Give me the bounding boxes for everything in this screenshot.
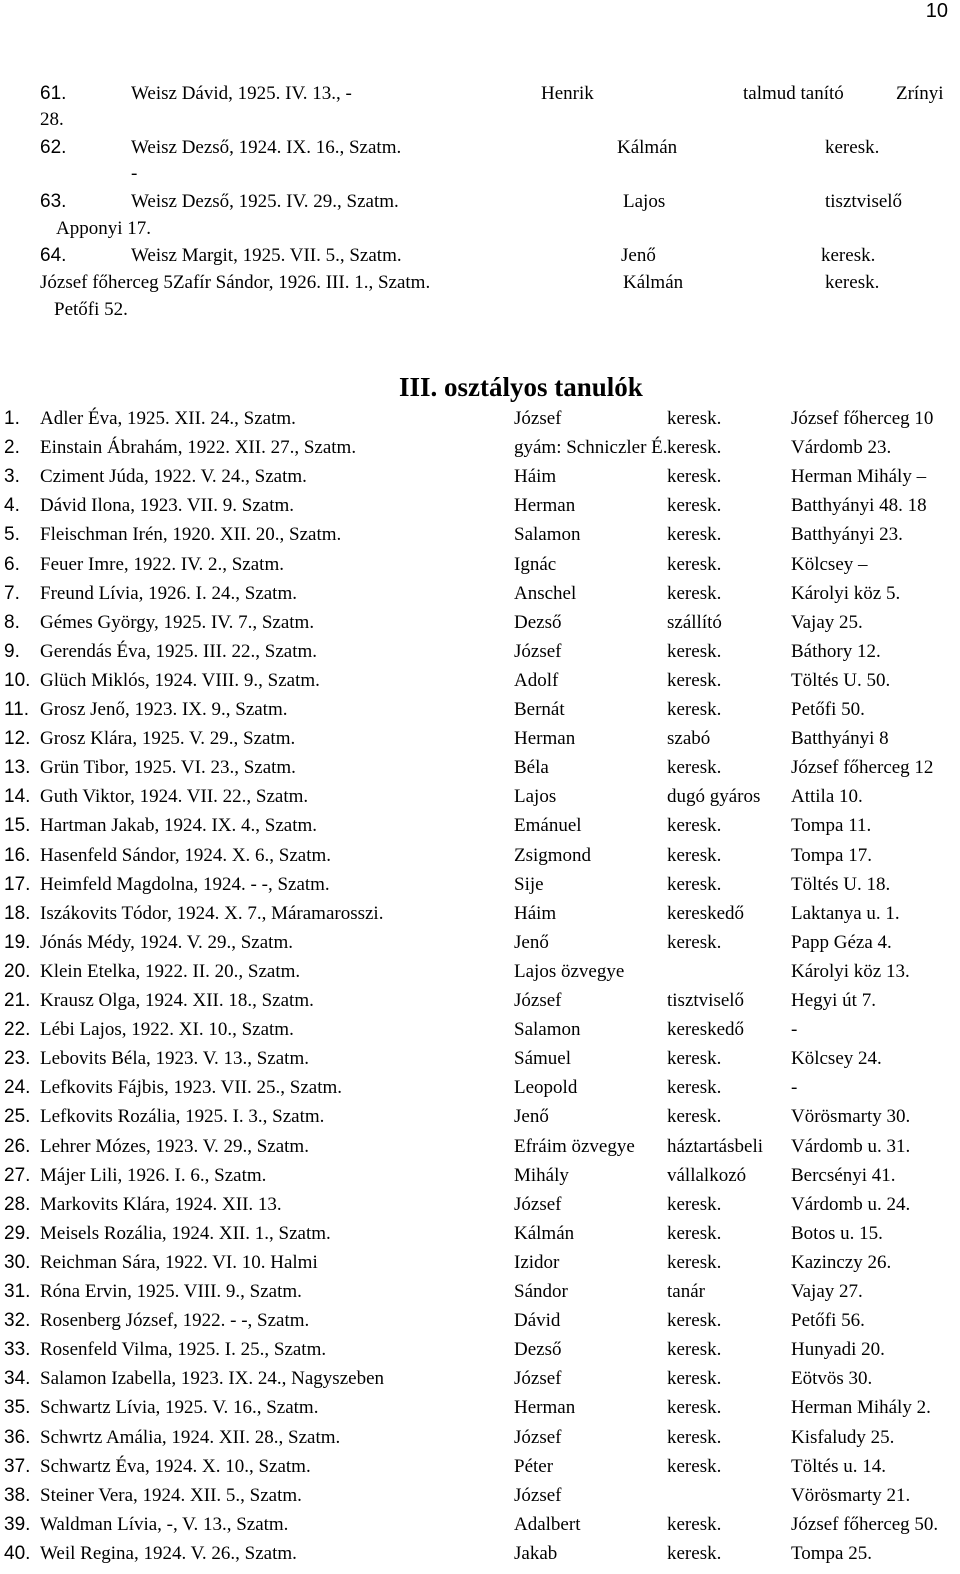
- entry-address: Tompa 11.: [791, 815, 872, 837]
- entry-father: Lajos: [514, 786, 557, 808]
- list-item: [0, 1423, 960, 1452]
- entry-number: 16.: [4, 844, 31, 866]
- entry-address: Hunyadi 20.: [791, 1339, 885, 1361]
- entry-number: 3.: [4, 466, 20, 488]
- entry-occupation: keresk.: [821, 245, 876, 266]
- entry-occupation: keresk.: [667, 1455, 722, 1477]
- entry-address: József főherceg 50.: [791, 1513, 939, 1535]
- entry-occupation: keresk.: [667, 1426, 722, 1448]
- entry-name: Hasenfeld Sándor, 1924. X. 6., Szatm.: [40, 844, 332, 866]
- entry-occupation: keresk.: [825, 137, 880, 158]
- entry-name: Salamon Izabella, 1923. IX. 24., Nagyszeben: [40, 1368, 385, 1390]
- entry-father: József: [514, 1426, 562, 1448]
- entry-address: Batthyányi 48. 18: [791, 495, 927, 517]
- entry-number: 25.: [4, 1106, 31, 1128]
- entry-address: Kazinczy 26.: [791, 1251, 892, 1273]
- entry-father: Sámuel: [514, 1048, 571, 1070]
- entry-father: gyám: Schniczler É.: [514, 437, 668, 459]
- list-item: [0, 491, 960, 520]
- entry-number: 10.: [4, 669, 31, 691]
- entry-occupation: keresk.: [667, 1513, 722, 1535]
- entry-father: Zsigmond: [514, 844, 592, 866]
- entry-name: Schwartz Éva, 1924. X. 10., Szatm.: [40, 1455, 311, 1477]
- entry-name: Einstain Ábrahám, 1922. XII. 27., Szatm.: [40, 437, 357, 459]
- entry-father: Adolf: [514, 669, 559, 691]
- entry-number: 40.: [4, 1542, 31, 1564]
- entry-address: Hegyi út 7.: [791, 990, 876, 1011]
- entry-name: Jónás Médy, 1924. V. 29., Szatm.: [40, 931, 293, 953]
- entry-occupation: tisztviselő: [825, 191, 903, 212]
- entry-occupation: keresk.: [667, 1048, 722, 1070]
- entry-occupation: kereskedő: [667, 902, 745, 924]
- entry-occupation: keresk.: [667, 495, 722, 517]
- entry-number: 26.: [4, 1135, 31, 1157]
- entry-father: Jakab: [514, 1542, 558, 1564]
- entry-father: Kálmán: [617, 137, 678, 158]
- list-item: [0, 1161, 960, 1190]
- entry-number: 23.: [4, 1048, 31, 1070]
- entry-address: Kisfaludy 25.: [791, 1426, 895, 1448]
- entry-father: Dezső: [514, 611, 562, 633]
- entry-number: 20.: [4, 960, 31, 982]
- entry-address: József főherceg 12: [791, 757, 934, 779]
- list-item: [0, 666, 960, 695]
- entry-address: -: [791, 1077, 798, 1099]
- list-item: [0, 1044, 960, 1073]
- entry-occupation: szabó: [667, 728, 711, 750]
- entry-number: 22.: [4, 1019, 31, 1041]
- entry-occupation: keresk.: [667, 1222, 722, 1244]
- entry-occupation: keresk.: [667, 1077, 722, 1099]
- list-item: [0, 579, 960, 608]
- entry-name: Schwrtz Amália, 1924. XII. 28., Szatm.: [40, 1426, 341, 1448]
- entry-address: Kölcsey –: [791, 553, 868, 575]
- list-item: [0, 1335, 960, 1364]
- entry-address: Petőfi 56.: [791, 1310, 865, 1332]
- entry-name: Grün Tibor, 1925. VI. 23., Szatm.: [40, 757, 296, 779]
- entry-occupation: keresk.: [667, 815, 722, 837]
- entry-occupation: keresk.: [667, 524, 722, 546]
- entry-address: Eötvös 30.: [791, 1368, 873, 1390]
- entry-name: Adler Éva, 1925. XII. 24., Szatm.: [40, 408, 296, 429]
- entry-occupation: keresk.: [667, 640, 722, 662]
- continuation-line: Apponyi 17.: [56, 218, 151, 239]
- list-item: [0, 1510, 960, 1539]
- entry-father: Herman: [514, 728, 576, 750]
- entry-occupation: keresk.: [667, 873, 722, 895]
- entry-occupation: keresk.: [667, 1310, 722, 1332]
- list-item: [0, 811, 960, 840]
- list-item: [0, 1306, 960, 1335]
- entry-father: József: [514, 1368, 562, 1390]
- entry-father: Jenő: [514, 931, 549, 953]
- entry-address: Vörösmarty 21.: [791, 1484, 911, 1506]
- list-item: [0, 1277, 960, 1306]
- entry-address: Herman Mihály 2.: [791, 1397, 931, 1419]
- list-item: [0, 637, 960, 666]
- entry-name: Heimfeld Magdolna, 1924. - -, Szatm.: [40, 873, 330, 895]
- entry-address: Papp Géza 4.: [791, 931, 892, 953]
- entry-name: Weisz Margit, 1925. VII. 5., Szatm.: [131, 245, 402, 266]
- list-item: [0, 462, 960, 491]
- list-item: [0, 550, 960, 579]
- entry-number: 36.: [4, 1426, 31, 1448]
- entry-61: [40, 83, 66, 105]
- entry-name: Dávid Ilona, 1923. VII. 9. Szatm.: [40, 495, 294, 517]
- entry-father: Efráim özvegye: [514, 1135, 635, 1157]
- entry-number: 1.: [4, 408, 20, 429]
- list-item: [0, 1481, 960, 1510]
- entry-address: Várdomb u. 31.: [791, 1135, 911, 1157]
- list-item: [0, 1073, 960, 1102]
- list-item: [0, 520, 960, 549]
- entry-name: Feuer Imre, 1922. IV. 2., Szatm.: [40, 553, 284, 575]
- entry-number: 7.: [4, 582, 20, 604]
- entry-occupation: keresk.: [667, 553, 722, 575]
- continuation-line: 28.: [40, 109, 64, 130]
- entry-address: Batthyányi 23.: [791, 524, 903, 546]
- entry-occupation: keresk.: [667, 1106, 722, 1128]
- entry-occupation: keresk.: [667, 757, 722, 779]
- entry-occupation: kereskedő: [667, 1019, 745, 1041]
- entry-address: Töltés u. 14.: [791, 1455, 886, 1477]
- entry-number: 14.: [4, 786, 31, 808]
- entry-occupation: keresk.: [667, 1397, 722, 1419]
- entry-name: Lebovits Béla, 1923. V. 13., Szatm.: [40, 1048, 309, 1070]
- entry-number: 28.: [4, 1193, 31, 1215]
- entry-father: József: [514, 640, 562, 662]
- entry-number: 64.: [40, 245, 67, 266]
- entry-occupation: keresk.: [667, 1251, 722, 1273]
- entry-number: 4.: [4, 495, 20, 517]
- entry-name: Fleischman Irén, 1920. XII. 20., Szatm.: [40, 524, 342, 546]
- continuation-line: -: [131, 163, 138, 184]
- entry-father: Jenő: [621, 245, 656, 266]
- entry-name: Gerendás Éva, 1925. III. 22., Szatm.: [40, 640, 318, 662]
- entry-occupation: keresk.: [667, 1542, 722, 1564]
- entry-number: 24.: [4, 1077, 31, 1099]
- page-number: 10: [925, 0, 948, 22]
- entry-name: Freund Lívia, 1926. I. 24., Szatm.: [40, 582, 297, 604]
- list-item: [0, 1190, 960, 1219]
- list-item: [0, 928, 960, 957]
- entry-address: Károlyi köz 5.: [791, 582, 901, 604]
- entry-name: Lefkovits Fájbis, 1923. VII. 25., Szatm.: [40, 1077, 343, 1099]
- entry-number: 33.: [4, 1339, 31, 1361]
- entry-name: Gémes György, 1925. IV. 7., Szatm.: [40, 611, 315, 633]
- entry-occupation: keresk.: [667, 582, 722, 604]
- entry-number: 31.: [4, 1281, 31, 1302]
- list-item: [0, 433, 960, 462]
- continuation-line: [40, 272, 430, 294]
- list-item: [0, 1102, 960, 1131]
- entry-name: Cziment Júda, 1922. V. 24., Szatm.: [40, 466, 307, 488]
- entry-number: 32.: [4, 1310, 31, 1332]
- entry-father: Kálmán: [514, 1222, 575, 1244]
- entry-address: Töltés U. 18.: [791, 873, 891, 895]
- entry-name: Schwartz Lívia, 1925. V. 16., Szatm.: [40, 1397, 319, 1419]
- entry-number: 17.: [4, 873, 31, 895]
- entry-name: Weil Regina, 1924. V. 26., Szatm.: [40, 1542, 297, 1564]
- list-item: [0, 608, 960, 637]
- entry-number: 11.: [4, 699, 30, 720]
- entry-name: Weisz Dezső, 1924. IX. 16., Szatm.: [131, 137, 402, 158]
- list-item: [0, 1132, 960, 1161]
- entry-name: Guth Viktor, 1924. VII. 22., Szatm.: [40, 786, 309, 808]
- entry-name: Grosz Jenő, 1923. IX. 9., Szatm.: [40, 699, 288, 720]
- entry-father: Dávid: [514, 1310, 561, 1332]
- entry-number: 9.: [4, 640, 20, 662]
- entry-occupation: keresk.: [667, 408, 722, 429]
- entry-address: Bercsényi 41.: [791, 1164, 896, 1186]
- entry-address: Petőfi 50.: [791, 699, 865, 720]
- entry-father: Anschel: [514, 582, 577, 604]
- entry-name: Meisels Rozália, 1924. XII. 1., Szatm.: [40, 1222, 331, 1244]
- list-item: [0, 1539, 960, 1568]
- list-item: [0, 404, 960, 433]
- entry-number: 21.: [4, 990, 31, 1011]
- entry-address: Herman Mihály –: [791, 466, 927, 488]
- entry-address: Tompa 17.: [791, 844, 872, 866]
- entry-father: Salamon: [514, 524, 581, 546]
- list-item: [0, 1248, 960, 1277]
- entry-number: 27.: [4, 1164, 31, 1186]
- list-item: [0, 1393, 960, 1422]
- entry-father: Leopold: [514, 1077, 578, 1099]
- entry-address: Attila 10.: [791, 786, 863, 808]
- entry-father: József: [514, 408, 562, 429]
- entry-name: Markovits Klára, 1924. XII. 13.: [40, 1193, 282, 1215]
- entry-name: Steiner Vera, 1924. XII. 5., Szatm.: [40, 1484, 302, 1506]
- entry-name: Krausz Olga, 1924. XII. 18., Szatm.: [40, 990, 314, 1011]
- entry-number: 35.: [4, 1397, 31, 1419]
- list-item: [0, 1452, 960, 1481]
- entry-father: József: [514, 1193, 562, 1215]
- entry-address: -: [791, 1019, 798, 1041]
- entry-occupation: keresk.: [667, 699, 722, 720]
- entry-father: Emánuel: [514, 815, 582, 837]
- entry-address: Károlyi köz 13.: [791, 960, 910, 982]
- entry-occupation: szállító: [667, 611, 722, 633]
- entry-father: Adalbert: [514, 1513, 581, 1535]
- entry-father: Izidor: [514, 1251, 560, 1273]
- entry-address: József főherceg 10: [791, 408, 934, 429]
- entry-father: Béla: [514, 757, 549, 779]
- entry-father: Ignác: [514, 553, 557, 575]
- entry-name: Lébi Lajos, 1922. XI. 10., Szatm.: [40, 1019, 294, 1041]
- list-item: [0, 899, 960, 928]
- entry-occupation: keresk.: [667, 669, 722, 691]
- entry-occupation: keresk.: [667, 466, 722, 488]
- entry-number: 18.: [4, 902, 31, 924]
- continuation-text: József főherceg 5: [40, 272, 173, 293]
- entry-number: 29.: [4, 1222, 31, 1244]
- entry-father: Herman: [514, 495, 576, 517]
- entry-father: Dezső: [514, 1339, 562, 1361]
- entry-father: Háim: [514, 466, 557, 488]
- list-item: [0, 957, 960, 986]
- entry-address: Töltés U. 50.: [791, 669, 891, 691]
- entry-address: Várdomb u. 24.: [791, 1193, 911, 1215]
- list-item: [0, 1015, 960, 1044]
- entry-number: 2.: [4, 437, 20, 459]
- entry-address: Kölcsey 24.: [791, 1048, 882, 1070]
- entry-occupation: keresk.: [825, 272, 880, 293]
- entry-address: Báthory 12.: [791, 640, 881, 662]
- section-title: III. osztályos tanulók: [399, 372, 643, 402]
- entry-father: József: [514, 990, 562, 1011]
- list-item: [0, 870, 960, 899]
- entry-number: 30.: [4, 1251, 31, 1273]
- list-item: [0, 753, 960, 782]
- entry-number: 34.: [4, 1368, 31, 1390]
- entry-name: Májer Lili, 1926. I. 6., Szatm.: [40, 1164, 267, 1186]
- entry-address: Tompa 25.: [791, 1542, 872, 1564]
- list-item: [0, 1364, 960, 1393]
- entry-father: Salamon: [514, 1019, 581, 1041]
- list-item: [0, 724, 960, 753]
- entry-name: Lehrer Mózes, 1923. V. 29., Szatm.: [40, 1135, 309, 1157]
- list-item: [0, 841, 960, 870]
- entry-father: Kálmán: [623, 272, 684, 293]
- entry-occupation: keresk.: [667, 1193, 722, 1215]
- entry-number: 15.: [4, 815, 31, 837]
- entry-father: Sándor: [514, 1281, 568, 1302]
- entry-number: 8.: [4, 611, 20, 633]
- entry-name: Zafír Sándor, 1926. III. 1., Szatm.: [172, 272, 431, 293]
- entry-name: Waldman Lívia, -, V. 13., Szatm.: [40, 1513, 289, 1535]
- entry-occupation: keresk.: [667, 437, 722, 459]
- entry-number: 62.: [40, 137, 67, 158]
- entry-address: Zrínyi: [896, 83, 944, 104]
- entry-address: Botos u. 15.: [791, 1222, 883, 1244]
- entry-occupation: tanár: [667, 1281, 705, 1302]
- entry-name: Hartman Jakab, 1924. IX. 4., Szatm.: [40, 815, 318, 837]
- entry-name: Klein Etelka, 1922. II. 20., Szatm.: [40, 960, 301, 982]
- entry-father: Bernát: [514, 699, 565, 720]
- list-item: [0, 695, 960, 724]
- entry-address: Batthyányi 8: [791, 728, 889, 750]
- entry-address: Vajay 27.: [791, 1281, 863, 1302]
- entry-address: Laktanya u. 1.: [791, 902, 900, 924]
- entry-name: Iszákovits Tódor, 1924. X. 7., Máramarosszi.: [40, 902, 384, 924]
- entry-occupation: keresk.: [667, 1368, 722, 1390]
- entry-father: Lajos: [623, 191, 666, 212]
- entry-name: Grosz Klára, 1925. V. 29., Szatm.: [40, 728, 296, 750]
- entry-father: József: [514, 1484, 562, 1506]
- entry-name: Lefkovits Rozália, 1925. I. 3., Szatm.: [40, 1106, 325, 1128]
- entry-address: Várdomb 23.: [791, 437, 892, 459]
- entry-father: Lajos özvegye: [514, 960, 625, 982]
- entry-name: Weisz Dávid, 1925. IV. 13., -: [131, 83, 352, 104]
- list-item: [0, 782, 960, 811]
- entry-number: 39.: [4, 1513, 31, 1535]
- entry-address: Vajay 25.: [791, 611, 863, 633]
- continuation-line: Petőfi 52.: [54, 299, 128, 320]
- entry-number: 37.: [4, 1455, 31, 1477]
- entry-number: 19.: [4, 931, 31, 953]
- entry-father: Háim: [514, 902, 557, 924]
- entry-occupation: tisztviselő: [667, 990, 745, 1011]
- entry-name: Rosenfeld Vilma, 1925. I. 25., Szatm.: [40, 1339, 327, 1361]
- entry-occupation: talmud tanító: [743, 83, 844, 104]
- entry-father: Mihály: [514, 1164, 569, 1186]
- entry-name: Rosenberg József, 1922. - -, Szatm.: [40, 1310, 310, 1332]
- entry-number: 38.: [4, 1484, 31, 1506]
- entry-number: 13.: [4, 757, 31, 779]
- entry-father: Péter: [514, 1455, 554, 1477]
- entry-number: 5.: [4, 524, 20, 546]
- entry-number: 12.: [4, 728, 31, 750]
- list-item: [0, 1219, 960, 1248]
- entry-occupation: dugó gyáros: [667, 786, 761, 808]
- list-item: [0, 986, 960, 1015]
- entry-father: Henrik: [541, 83, 594, 104]
- entry-number: 63.: [40, 191, 67, 212]
- entry-name: Róna Ervin, 1925. VIII. 9., Szatm.: [40, 1281, 302, 1302]
- entry-occupation: keresk.: [667, 931, 722, 953]
- entry-occupation: vállalkozó: [667, 1164, 747, 1186]
- entry-father: Sije: [514, 873, 544, 895]
- entry-occupation: háztartásbeli: [667, 1135, 764, 1157]
- entry-occupation: keresk.: [667, 844, 722, 866]
- entry-name: Reichman Sára, 1922. VI. 10. Halmi: [40, 1251, 318, 1273]
- entry-occupation: keresk.: [667, 1339, 722, 1361]
- entry-name: Glüch Miklós, 1924. VIII. 9., Szatm.: [40, 669, 320, 691]
- entry-number: 6.: [4, 553, 20, 575]
- entry-name: Weisz Dezső, 1925. IV. 29., Szatm.: [131, 191, 399, 212]
- entry-father: Herman: [514, 1397, 576, 1419]
- entry-father: Jenő: [514, 1106, 549, 1128]
- entry-address: Vörösmarty 30.: [791, 1106, 911, 1128]
- entry-number: 61.: [40, 83, 67, 104]
